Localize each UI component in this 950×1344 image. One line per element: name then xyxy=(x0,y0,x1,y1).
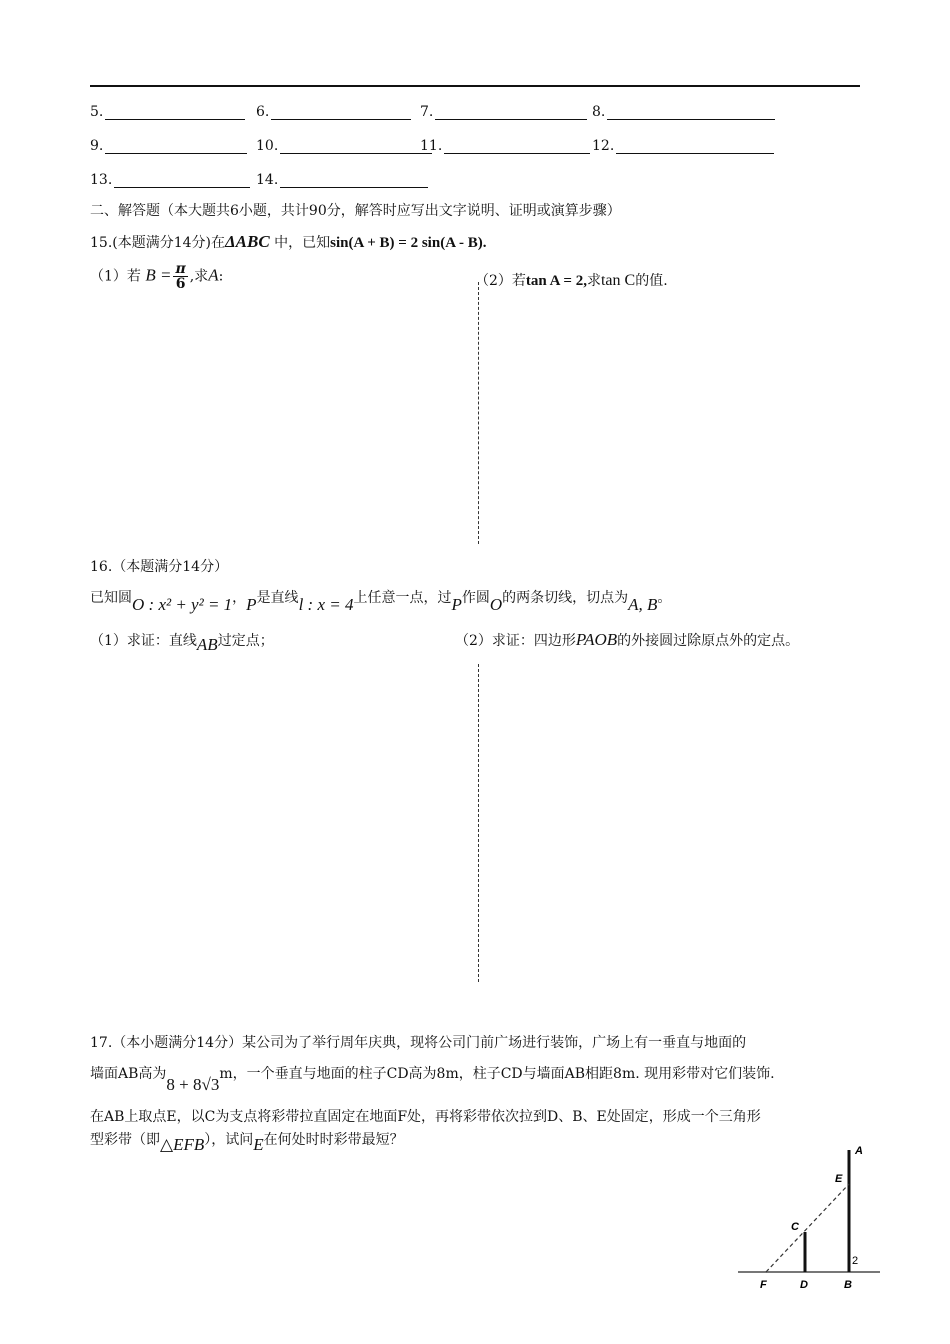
q16-part2 xyxy=(455,630,799,650)
label-e: E xyxy=(835,1173,843,1185)
blank-line[interactable] xyxy=(114,173,250,188)
answer-blank[interactable] xyxy=(256,134,432,154)
column-divider xyxy=(478,282,479,544)
q15-part2-end: 的值. xyxy=(635,273,668,289)
q17-text: m，一个垂直与地面的柱子CD高为8m，柱子CD与墙面AB相距8m. 现用彩带对它们装饰. xyxy=(219,1066,775,1082)
blank-line[interactable] xyxy=(444,139,590,154)
blank-line[interactable] xyxy=(435,105,587,120)
q16-point-p2: P xyxy=(451,595,462,614)
blank-number: 12. xyxy=(592,138,615,154)
q17-line2 xyxy=(90,1058,775,1094)
q15-equation: sin(A + B) = 2 sin(A - B). xyxy=(330,235,487,251)
blank-number: 6. xyxy=(256,104,270,120)
q17-point-e: E xyxy=(253,1135,264,1154)
q15-part1-suffix: ,求 xyxy=(189,268,209,285)
q16-circle-eq: O : x² + y² = 1 xyxy=(132,595,233,614)
q16-circle-o: O xyxy=(489,595,503,614)
q17-text: ），试问 xyxy=(204,1132,254,1148)
blank-number: 8. xyxy=(592,104,606,120)
q17-line1: 17.（本小题满分14分）某公司为了举行周年庆典，现将公司门前广场进行装饰，广场上有一垂直与地面的 xyxy=(90,1035,747,1051)
label-b: B xyxy=(844,1279,852,1291)
q16-line-eq: l : x = 4 xyxy=(298,595,354,614)
blank-number: 11. xyxy=(420,138,443,154)
q16-stem xyxy=(90,582,671,613)
q17-text: 型彩带（即 xyxy=(90,1132,160,1148)
q16-part1-ab: AB xyxy=(196,635,218,654)
label-a: A xyxy=(855,1145,863,1157)
blank-line[interactable] xyxy=(616,139,774,154)
q17-line3: 在AB上取点E，以C为支点将彩带拉直固定在地面F处，再将彩带依次拉到D、B、E处固定，形成一个三角形 xyxy=(90,1109,761,1125)
label-c: C xyxy=(791,1221,799,1233)
q15-part2-mid: 求 xyxy=(586,273,601,289)
q15-part1-end: : xyxy=(218,268,224,285)
label-two: 2 xyxy=(852,1255,859,1267)
q15-part1-var: B = xyxy=(145,265,172,285)
q15-part1-prefix: （1）若 xyxy=(90,268,141,285)
q16-text: 上任意一点，过 xyxy=(353,590,452,606)
q17-triangle: △EFB xyxy=(160,1135,205,1154)
q16-text: 的两条切线，切点为 xyxy=(502,590,629,606)
q17-line4 xyxy=(90,1127,404,1152)
blank-number: 10. xyxy=(256,138,279,154)
q17-text: 墙面AB高为 xyxy=(90,1066,167,1082)
q16-part1 xyxy=(90,630,274,654)
q15-triangle: ΔABC xyxy=(225,232,270,251)
blank-line[interactable] xyxy=(607,105,775,120)
answer-blank[interactable] xyxy=(90,134,247,154)
header-rule xyxy=(90,85,860,87)
blank-line[interactable] xyxy=(271,105,411,120)
q17-text: 在何处时时彩带最短？ xyxy=(263,1132,404,1148)
q15-part2-target: tan C xyxy=(600,272,636,289)
blank-number: 13. xyxy=(90,172,113,188)
q16-text: ， xyxy=(232,590,247,606)
q16-part2-text: 的外接圆过除原点外的定点。 xyxy=(617,633,800,649)
answer-blank[interactable] xyxy=(592,100,775,120)
q16-part1-text: （1）求证：直线 xyxy=(90,633,197,649)
q16-points-ab: A, B xyxy=(628,595,658,614)
q15-intro: 15.(本题满分14分)在 xyxy=(90,235,226,251)
q15-part2-prefix: （2）若 xyxy=(475,273,526,289)
blank-row xyxy=(90,134,870,154)
q15-fraction xyxy=(173,262,187,291)
label-f: F xyxy=(760,1279,767,1291)
ribbon-fe xyxy=(766,1184,849,1272)
blank-number: 9. xyxy=(90,138,104,154)
blank-line[interactable] xyxy=(105,105,245,120)
q15-part2-cond: tan A = 2, xyxy=(525,273,587,289)
answer-blank[interactable] xyxy=(90,100,245,120)
fraction-numerator: π xyxy=(175,261,186,277)
answer-blank[interactable] xyxy=(420,100,587,120)
answer-blank[interactable] xyxy=(592,134,774,154)
answer-blank[interactable] xyxy=(256,100,411,120)
blank-number: 7. xyxy=(420,104,434,120)
blank-number: 14. xyxy=(256,172,279,188)
q15-part2 xyxy=(475,270,668,290)
q16-part1-text: 过定点； xyxy=(217,633,274,649)
geometry-figure xyxy=(730,1140,890,1300)
answer-blank[interactable] xyxy=(256,168,428,188)
q16-text: 作圆 xyxy=(461,590,490,606)
blank-number: 5. xyxy=(90,104,104,120)
blank-row xyxy=(90,100,870,120)
q16-part2-quad: PAOB xyxy=(575,630,618,649)
blank-line[interactable] xyxy=(280,139,432,154)
q16-point-p: P xyxy=(246,595,257,614)
label-d: D xyxy=(800,1279,808,1291)
section-heading: 二、解答题（本大题共6小题，共计90分，解答时应写出文字说明、证明或演算步骤） xyxy=(90,203,621,219)
answer-blank[interactable] xyxy=(90,168,250,188)
column-divider xyxy=(478,664,479,982)
blank-line[interactable] xyxy=(280,173,428,188)
q15-part1-target: A xyxy=(208,265,219,285)
q16-text: 是直线 xyxy=(256,590,299,606)
q15-stem xyxy=(90,232,486,252)
blank-row xyxy=(90,168,870,188)
fraction-denominator: 6 xyxy=(175,276,186,292)
q17-height-expr: 8 + 8√3 xyxy=(166,1075,220,1094)
q15-mid: 中，已知 xyxy=(269,235,331,251)
q16-part2-text: （2）求证：四边形 xyxy=(455,633,576,649)
q16-heading: 16.（本题满分14分） xyxy=(90,559,229,575)
answer-blank[interactable] xyxy=(420,134,590,154)
q16-text: 。 xyxy=(657,590,672,606)
q15-part1 xyxy=(90,262,223,291)
blank-line[interactable] xyxy=(105,139,247,154)
q16-text: 已知圆 xyxy=(90,590,132,606)
